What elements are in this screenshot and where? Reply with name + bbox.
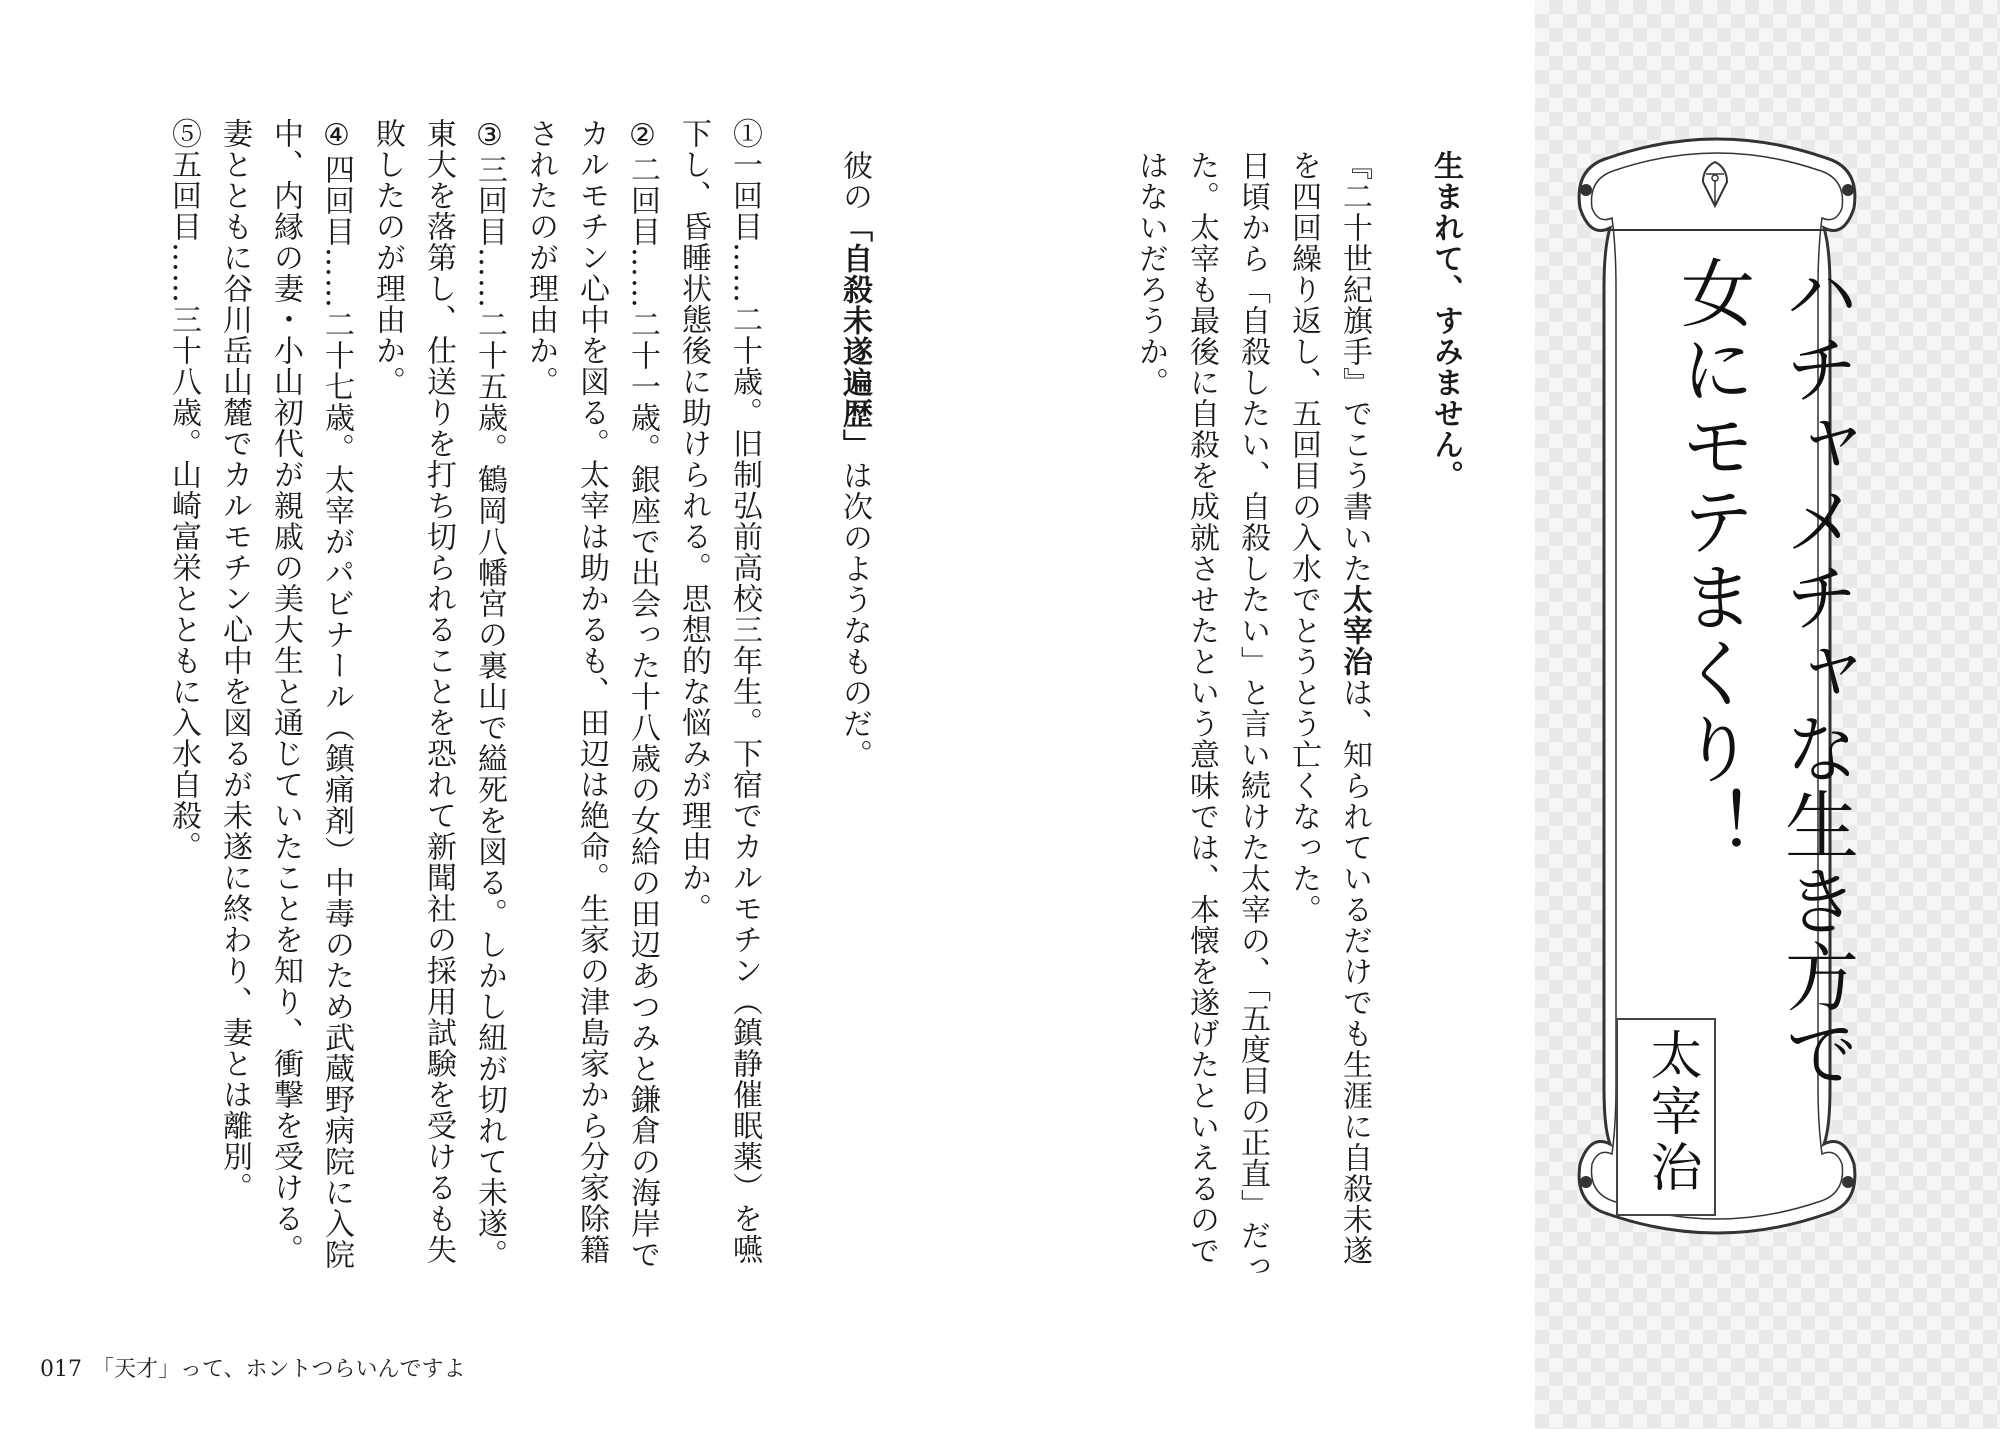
intro-text bbox=[1133, 150, 1380, 1290]
list-item-4: ④四回目……二十七歳。太宰がパビナール（鎮痛剤）中毒のため武蔵野病院に入院中、内縁の妻・小山初代が親戚の美大生と通じていたことを知り、衝撃を受ける。妻とともに谷川岳山麓でカルモチン心中を図るが未遂に終わり、妻とは離別。 bbox=[217, 118, 354, 1270]
title-line-2: 女にモテまくり！ bbox=[1669, 255, 1755, 863]
list-item-1: ①一回目……二十歳。旧制弘前高校三年生。下宿でカルモチン（鎮静催眠薬）を嚥下し、昏睡状態後に助けられる。思想的な悩みが理由か。 bbox=[676, 118, 762, 1265]
intro-p2: 日頃から「自殺したい、自殺したい」と言い続けた太宰の、「五度目の正直」だった。太宰も最後に自殺を成就させたという意味では、本懐を遂げたといえるのではないだろうか。 bbox=[1133, 150, 1270, 1282]
list-intro-bold: 「自殺未遂遍歴」 bbox=[837, 212, 872, 460]
subheading: 生まれて、すみません。 bbox=[1428, 150, 1463, 491]
running-title: 「天才」って、ホントつらいんですよ bbox=[92, 1357, 466, 1382]
list-item-3: ③三回目……二十五歳。鶴岡八幡宮の裏山で縊死を図る。しかし紐が切れて未遂。東大を落第し、仕送りを打ち切られることを恐れて新聞社の採用試験を受けるも失敗したのが理由か。 bbox=[370, 118, 507, 1270]
article-title bbox=[1628, 255, 1868, 1091]
list-item-5: ⑤五回目……三十八歳。山崎富栄とともに入水自殺。 bbox=[166, 118, 201, 862]
intro-p1-name: 太宰治 bbox=[1337, 584, 1372, 677]
list-intro-lead: 彼の bbox=[837, 150, 872, 212]
page-footer bbox=[40, 1352, 466, 1383]
page-number: 017 bbox=[40, 1357, 82, 1382]
fountain-pen-icon bbox=[1700, 160, 1730, 208]
list-intro bbox=[820, 150, 880, 1290]
list-item-2: ②二回目……二十一歳。銀座で出会った十八歳の女給の田辺あつみと鎌倉の海岸でカルモチン心中を図る。太宰は助かるも、田辺は絶命。生家の津島家から分家除籍されたのが理由か。 bbox=[523, 118, 660, 1270]
intro-p1-lead: 『二十世紀旗手』でこう書いた bbox=[1337, 150, 1372, 584]
suicide-attempt-list bbox=[150, 118, 770, 1288]
author-name: 太宰治 bbox=[1641, 1028, 1701, 1196]
list-intro-rest: は次のようなものだ。 bbox=[837, 460, 872, 770]
title-line-1: ハチャメチャな生き方で bbox=[1773, 255, 1859, 1091]
intro-p1-rest: は、知られているだけでも生涯に自殺未遂を四回繰り返し、五回目の入水でとうとう亡くなった。 bbox=[1286, 150, 1372, 1266]
